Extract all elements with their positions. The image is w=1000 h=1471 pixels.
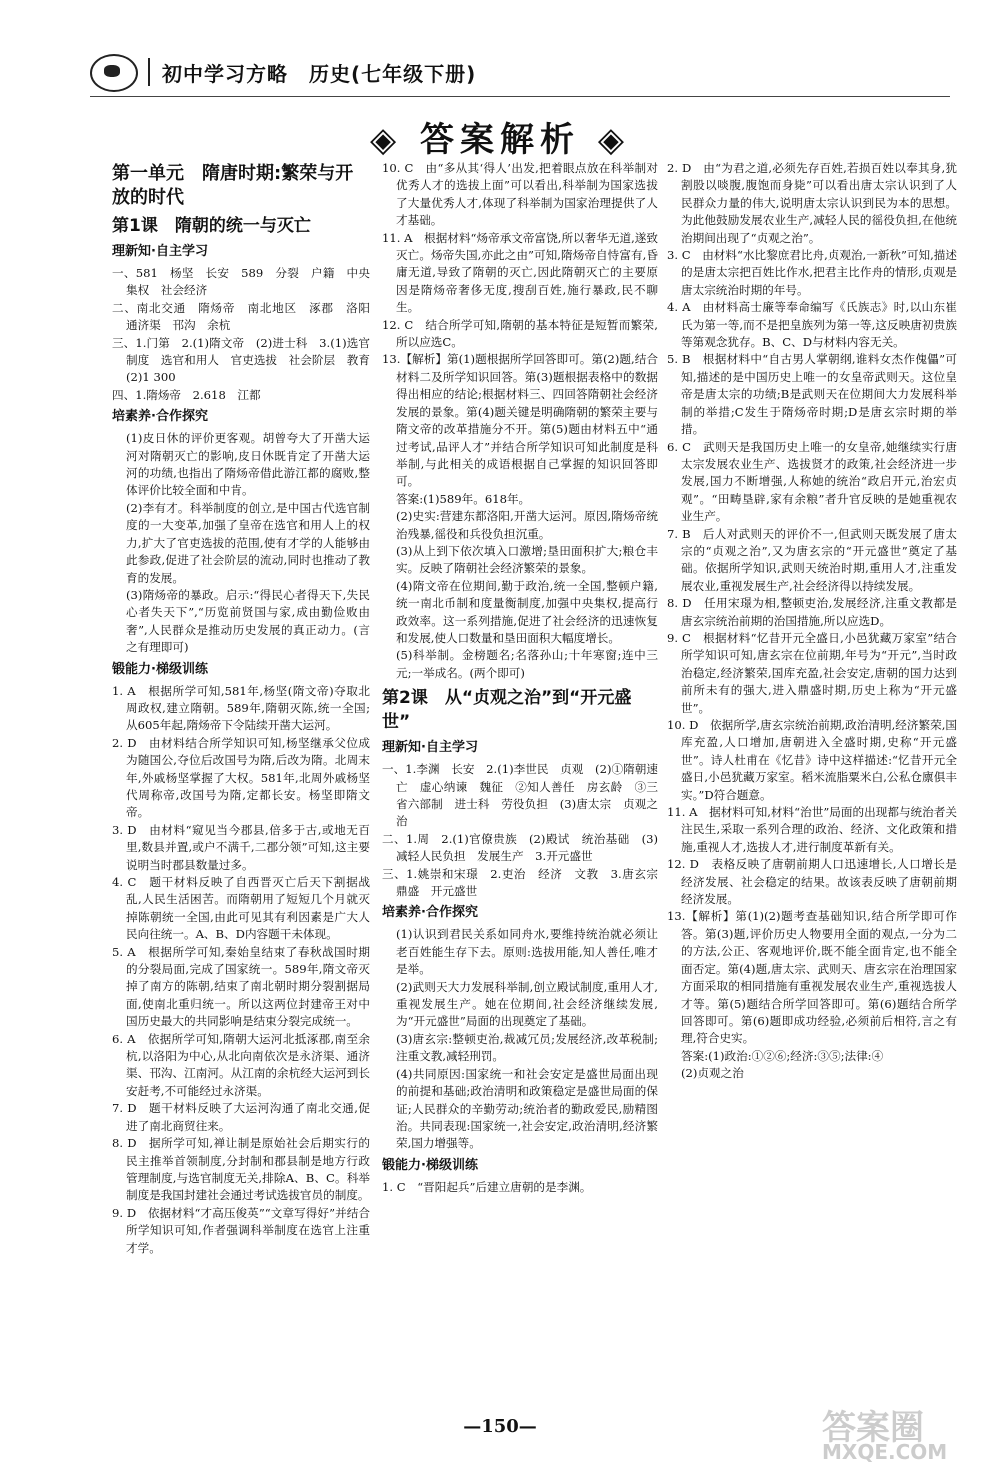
- answer-item: 1. C “晋阳起兵”后建立唐朝的是李渊。: [382, 1179, 592, 1194]
- unit-title: 第一单元 隋唐时期:繁荣与开放的时代: [112, 163, 354, 208]
- section-title: ◈ 答案解析 ◈: [370, 120, 630, 160]
- section-heading: 锻能力·梯级训练: [382, 1157, 478, 1173]
- answer-item: (5)科举制。金榜题名;名落孙山;十年寒窗;连中三元;一举成名。(两个即可): [396, 648, 658, 680]
- page-number: —150—: [463, 1416, 537, 1437]
- answer-item: 11. A 据材料可知,材料“治世”局面的出现都与统治者关注民生,采取一系列合理的政治、经济、文化政策和措施,重视人才,选拔人才,进行制度革新有关。: [667, 805, 957, 854]
- lesson-title: 第2课 从“贞观之治”到“开元盛世”: [382, 688, 632, 733]
- answer-item: 答案:(1)政治:①②⑥;经济:③⑤;法律:④: [681, 1048, 884, 1063]
- answer-item: (1)皮日休的评价更客观。胡曾夸大了开凿大运河对隋朝灭亡的影响,皮日休既肯定了开凿大运河的功绩,也指出了隋炀帝借此游江都的腐败,整体评价比较全面和中肯。: [126, 431, 370, 498]
- answer-item: 10. C 由“多从其‘得人’出发,把着眼点放在科举制对优秀人才的选拔上面”可以看出,科举制为国家选拔了大量优秀人才,体现了科举制为国家治理提供了人才基础。: [382, 161, 658, 228]
- column-left: [112, 160, 382, 1257]
- answer-item: 二、1.周 2.(1)官僚贵族 (2)殿试 统治基础 (3)减轻人民负担 发展生产 3.开元盛世: [382, 831, 658, 864]
- answer-item: 5. B 根据材料中“自古男人掌朝纲,谁料女杰作傀儡”可知,描述的是中国历史上唯一的女皇帝武则天。这位皇帝是唐太宗的功绩;B是武则天在位期间大力发展科举制的举措;C发生于隋炀帝时期;D是唐玄宗时期的举措。: [667, 352, 957, 437]
- watermark-logo: 答案圈: [822, 1408, 924, 1448]
- answer-item: 8. D 据所学可知,禅让制是原始社会后期实行的民主推举首领制度,分封制和郡县制是地方行政管理制度,与选官制度无关,排除A、B、C。科举制度是我国封建社会通过考试选拔官员的制度。: [112, 1136, 370, 1203]
- answer-item: 9. C 根据材料“忆昔开元全盛日,小邑犹藏万家室”结合所学知识可知,唐玄宗在位前期,年号为“开元”,当时政治稳定,经济繁荣,国库充盈,社会安定,唐朝的国力达到前所未有的强大,进入鼎盛时期,历史上称为“开元盛世”。: [667, 630, 957, 715]
- answer-item: 4. A 由材料高士廉等奉命编写《氏族志》时,以山东崔氏为第一等,而不是把皇族列为第一等,这反映唐初贵族等第观念犹存。B、C、D与材料内容无关。: [667, 300, 957, 350]
- answer-item: 10. D 依据所学,唐玄宗统治前期,政治清明,经济繁荣,国库充盈,人口增加,唐朝进入全盛时期,史称“开元盛世”。诗人杜甫在《忆昔》诗中这样描述:“忆昔开元全盛日,小邑犹藏万家室。稻米流脂粟米白,公私仓廪俱丰实。”D符合题意。: [667, 718, 957, 802]
- header-rule: [90, 96, 950, 97]
- answer-item: (2)贞观之治: [681, 1066, 744, 1081]
- answer-item: (2)史实:营建东都洛阳,开凿大运河。原因,隋炀帝统治残暴,徭役和兵役负担沉重。: [396, 509, 658, 541]
- answer-item: (2)李有才。科举制度的创立,是中国古代选官制度的一大变革,加强了皇帝在选官和用人上的权力,扩大了官吏选拔的范围,使有才学的人能够由此参政,促进了社会阶层的流动,同时也推动了教育的发展。: [126, 500, 370, 585]
- answer-item: 7. D 题干材料反映了大运河沟通了南北交通,促进了南北商贸往来。: [112, 1101, 370, 1133]
- answer-item: 2. D 由材料结合所学知识可知,杨坚继承父位成为随国公,夺位后改国号为隋,后改为隋。北周末年,外戚杨坚掌握了大权。581年,北周外戚杨坚代周称帝,改国号为隋,定都长安。杨坚即隋文帝。: [112, 735, 370, 820]
- answer-item: 4. C 题干材料反映了自西晋灭亡后天下割据战乱,人民生活困苦。而隋朝用了短短几个月就灭掉陈朝统一全国,由此可见其有利因素是广大人民向往统一。A、B、D内容题干未体现。: [112, 875, 370, 942]
- column-middle: [382, 160, 670, 1196]
- answer-item: 12. C 结合所学可知,隋朝的基本特征是短暂而繁荣,所以应选C。: [382, 317, 658, 350]
- answer-item: (2)武则天大力发展科举制,创立殿试制度,重用人才,重视发展生产。她在位期间,社会经济继续发展,为“开元盛世”局面的出现奠定了基础。: [396, 979, 658, 1029]
- header-divider: [148, 58, 150, 86]
- book-title: 初中学习方略 历史(七年级下册): [162, 62, 477, 86]
- answer-item: 一、581 杨坚 长安 589 分裂 户籍 中央集权 社会经济: [112, 266, 370, 298]
- answer-item: 13.【解析】第(1)(2)题考查基础知识,结合所学即可作答。第(3)题,评价历史人物要用全面的观点,一分为二的方法,公正、客观地评价,既不能全面肯定,也不能全面否定。第(4)题,唐太宗、武则天、唐玄宗在治理国家方面采取的相同措施有重视发展农业生产,重视选拔人才等。第(5)题结合所学回答即可。第(6)题结合所学回答即可。第(6)题即成功经验,必须前后相符,言之有理,符合史实。: [667, 909, 957, 1046]
- section-heading: 理新知·自主学习: [382, 740, 478, 756]
- answer-item: (3)唐玄宗:整顿吏治,裁减冗员;发展经济,改革税制;注重文教,减轻刑罚。: [396, 1031, 658, 1064]
- lesson-title: 第1课 隋朝的统一与灭亡: [112, 216, 311, 236]
- answer-item: (3)隋炀帝的暴政。启示:“得民心者得天下,失民心者失天下”,“历览前贤国与家,成由勤俭败由奢”,人民群众是推动历史发展的真正动力。(言之有理即可): [126, 587, 370, 655]
- answer-item: 一、1.李渊 长安 2.(1)李世民 贞观 (2)①隋朝速亡 虚心纳谏 魏征 ②知人善任 房玄龄 ③三省六部制 进士科 劳役负担 (3)唐太宗 贞观之治: [382, 762, 658, 829]
- answer-item: 13.【解析】第(1)题根据所学回答即可。第(2)题,结合材料二及所学知识回答。第(3)题根据表格中的数据得出相应的结论;根据材料三、四回答隋朝社会经济发展的景象。第(4)题关键是明确隋朝的繁荣主要与隋文帝的改革措施分不开。第(5)题由材料五中“通过考试,品评人才”并结合所学知识可知此制度是科举制,与此相关的成语根据自己掌握的知识回答即可。: [382, 352, 658, 489]
- answer-item: 答案:(1)589年。618年。: [396, 491, 531, 506]
- answer-item: 8. D 任用宋璟为相,整顿吏治,发展经济,注重文教都是唐玄宗统治前期的治国措施,所以应选D。: [667, 596, 957, 628]
- answer-item: 1. A 根据所学可知,581年,杨坚(隋文帝)夺取北周政权,建立隋朝。589年,隋朝灭陈,统一全国;从605年起,隋炀帝下令陆续开凿大运河。: [112, 683, 370, 733]
- answer-item: 5. A 根据所学可知,秦始皇结束了春秋战国时期的分裂局面,完成了国家统一。589年,隋文帝灭掉了南方的陈朝,结束了南北朝时期分裂割据局面,使南北重归统一。所以这两位封建帝王对中国历史最大的共同影响是结束分裂完成统一。: [112, 944, 370, 1029]
- publisher-logo-icon: [90, 54, 138, 92]
- answer-item: 三、1.姚崇和宋璟 2.吏治 经济 文教 3.唐玄宗 鼎盛 开元盛世: [382, 866, 670, 899]
- answer-item: 7. B 后人对武则天的评价不一,但武则天既发展了唐太宗的“贞观之治”,又为唐玄宗的“开元盛世”奠定了基础。依据所学知识,武则天统治时期,重用人才,注重发展农业,重视发展生产,社会经济得以持续发展。: [667, 526, 957, 593]
- page-header: [90, 50, 950, 98]
- answer-item: 3. D 由材料“窥见当今郡县,倍多于古,或地无百里,数县并置,或户不满千,二郡分领”可知,这主要说明当时郡县数量过多。: [112, 822, 370, 872]
- column-right: [667, 160, 957, 1083]
- answer-item: (4)共同原因:国家统一和社会安定是盛世局面出现的前提和基础;政治清明和政策稳定是盛世局面的保证;人民群众的辛勤劳动;统治者的勤政爱民,励精图治。共同表现:国家统一,社会安定,政治清明,经济繁荣,国力增强等。: [396, 1066, 658, 1151]
- answer-item: 11. A 根据材料“炀帝承文帝富饶,所以奢华无道,遂致灭亡。炀帝失国,亦此之由”可知,隋炀帝自恃富有,昏庸无道,导致了隋朝的灭亡,因此隋朝灭亡的主要原因是隋炀帝奢侈无度,搜刮百姓,施行暴政,民不聊生。: [382, 230, 658, 315]
- section-heading: 培素养·合作探究: [112, 409, 208, 425]
- section-heading: 培素养·合作探究: [382, 905, 478, 921]
- answer-item: 四、1.隋炀帝 2.618 江都: [112, 387, 261, 402]
- answer-item: 9. D 依据材料“才高压俊英”“文章写得好”并结合所学知识可知,作者强调科举制度在选官上注重才学。: [112, 1205, 370, 1255]
- answer-item: (3)从上到下依次填入口激增;垦田面积扩大;粮仓丰实。反映了隋朝社会经济繁荣的景象。: [396, 543, 658, 576]
- answer-item: (4)隋文帝在位期间,勤于政治,统一全国,整顿户籍,统一南北币制和度量衡制度,加强中央集权,提高行政效率。这一系列措施,促进了社会经济的迅速恢复和发展,使人口数量和垦田面积大幅度增长。: [396, 578, 658, 645]
- answer-item: 12. D 表格反映了唐朝前期人口迅速增长,人口增长是经济发展、社会稳定的结果。故该表反映了唐朝前期经济发展。: [667, 857, 957, 907]
- answer-item: (1)认识到君民关系如同舟水,要维持统治就必须让老百姓能生存下去。原则:选拔用能,知人善任,唯才是举。: [396, 927, 658, 977]
- answer-item: 6. A 依据所学可知,隋朝大运河北抵涿郡,南至余杭,以洛阳为中心,从北向南依次是永济渠、通济渠、邗沟、江南河。从江南的余杭经大运河到长安赶考,不可能经过永济渠。: [112, 1031, 370, 1098]
- answer-item: 2. D 由“为君之道,必须先存百姓,若损百姓以奉其身,犹割股以啖腹,腹饱而身毙”可以看出唐太宗认识到了人民群众力量的伟大,说明唐太宗认识到民为本的思想。为此他鼓励发展农业生产,减轻人民的徭役负担,在他统治期间出现了“贞观之治”。: [667, 161, 957, 245]
- section-heading: 锻能力·梯级训练: [112, 661, 208, 677]
- answer-item: 6. C 武则天是我国历史上唯一的女皇帝,她继续实行唐太宗发展农业生产、选拔贤才的政策,社会经济进一步发展,国力不断增强,人称她的统治“政启开元,治宏贞观”。“田畴垦辟,家有余粮”者升官反映的是她重视农业生产。: [667, 439, 957, 524]
- answer-item: 三、1.门第 2.(1)隋文帝 (2)进士科 3.(1)选官制度 选官和用人 官吏选拔 社会阶层 教育 (2)1 300: [112, 335, 382, 385]
- section-heading: 理新知·自主学习: [112, 244, 208, 259]
- answer-item: 3. C 由材料“水比黎庶君比舟,贞观治,一新秋”可知,描述的是唐太宗把百姓比作水,把君主比作舟的情形,贞观是唐太宗统治时期的年号。: [667, 248, 957, 297]
- watermark-url: MXQE.COM: [822, 1440, 948, 1464]
- answer-item: 二、南北交通 隋炀帝 南北地区 涿郡 洛阳 通济渠 邗沟 余杭: [112, 300, 382, 333]
